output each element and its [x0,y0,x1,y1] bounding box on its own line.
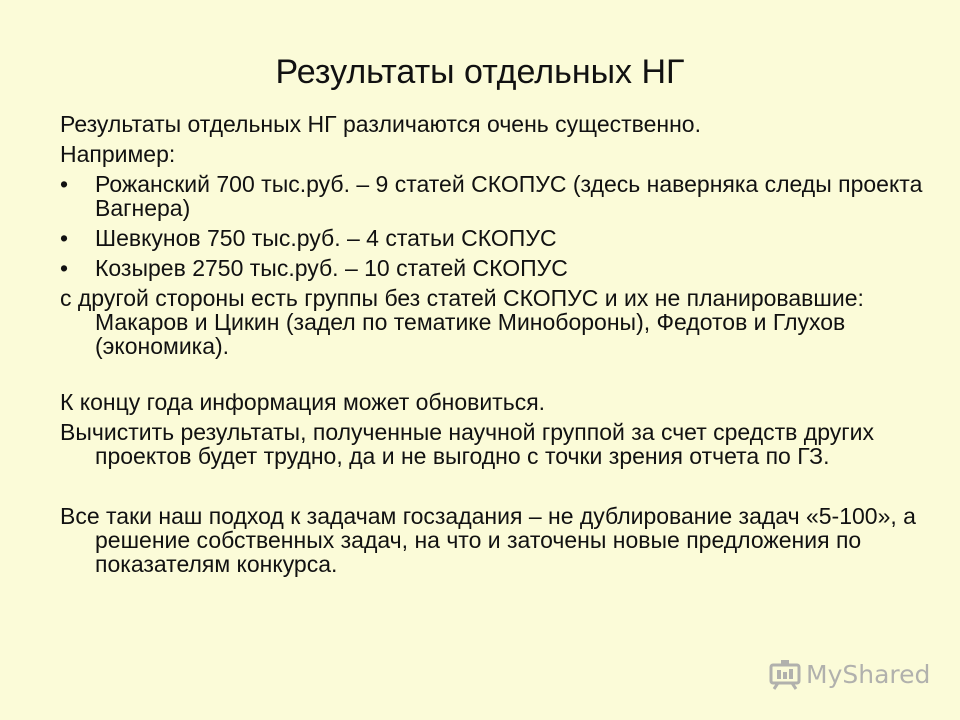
bullet-marker: • [60,255,69,281]
bullet-text: Шевкунов 750 тыс.руб. – 4 статьи СКОПУС [95,225,557,251]
intro-text: Результаты отдельных НГ различаются очень существенно. [60,111,701,137]
example-label: Например: [60,141,176,167]
bullet-item [60,256,930,280]
watermark-text: MyShared [806,659,931,689]
remove-results-text: Вычистить результаты, полученные научной группой за счет средств других проектов будет трудно, да и не выгодно с точки зрения отчета по ГЗ. [60,419,874,469]
bullet-text: Козырев 2750 тыс.руб. – 10 статей СКОПУС [95,255,568,281]
slide-body [60,112,930,582]
bullet-marker: • [60,171,69,197]
other-side-text: с другой стороны есть группы без статей СКОПУС и их не планировавшие: Макаров и Цикин (задел по тематике Минобороны), Федотов и Глухов (экономика). [60,285,864,359]
bullet-text: Рожанский 700 тыс.руб. – 9 статей СКОПУС (здесь наверняка следы проекта Вагнера) [95,171,923,221]
presentation-board-icon [768,658,802,690]
bullet-item [60,172,930,220]
conclusion-text: Все таки наш подход к задачам госзадания – не дублирование задач «5-100», а решение собственных задач, на что и заточены новые предложения по показателям конкурса. [60,503,916,577]
bullet-item [60,226,930,250]
bullet-marker: • [60,225,69,251]
slide-title: Результаты отдельных НГ [275,53,685,91]
year-end-text: К концу года информация может обновиться. [60,389,546,415]
myshared-watermark [768,656,930,692]
